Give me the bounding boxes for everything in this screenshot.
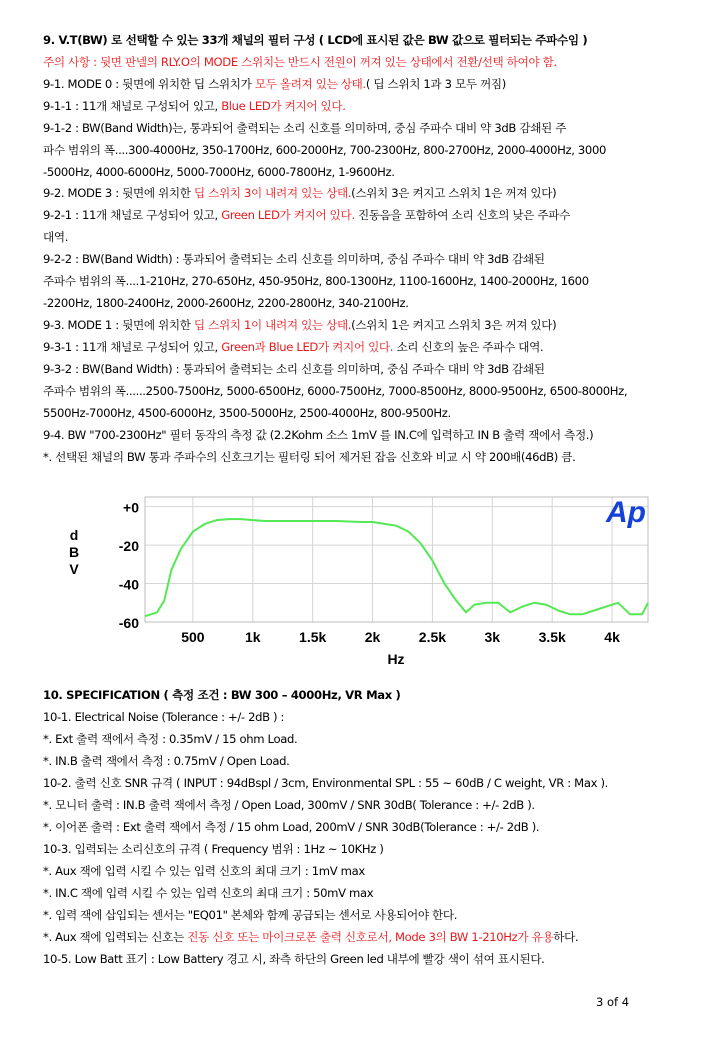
x-tick-label: 1.5k <box>299 629 327 645</box>
frequency-response-chart <box>68 488 658 668</box>
mode0-led: Blue LED가 켜지어 있다. <box>221 99 346 113</box>
snr-spec: 10-2. 출력 신호 SNR 규격 ( INPUT : 94dBspl / 3cm, Environmental SPL : 55 ~ 60dB / C weight, VR : Max ). <box>43 776 608 790</box>
mode1-bw-line-2: 주파수 범위의 폭......2500-7500Hz, 5000-6500Hz, 6000-7500Hz, 7000-8500Hz, 8000-9500Hz, 6500-8000Hz, <box>43 384 628 398</box>
y-tick-labels <box>119 500 139 631</box>
x-tick-label: 2.5k <box>418 629 447 645</box>
mode3-channels-note: 진동음을 포함하여 소리 신호의 낮은 주파수 <box>354 208 570 222</box>
mode0-channels-text: 9-1-1 : 11개 채널로 구성되어 있고, <box>43 99 222 113</box>
ap-logo: Ap <box>606 496 646 529</box>
snr-note: *. 선택된 채널의 BW 통과 주파수의 신호크기는 필터링 되어 제거된 잡음 신호와 비교 시 약 200배(46dB) 큼. <box>43 450 576 464</box>
mode3-detail: (스위치 3은 켜지고 스위치 1은 꺼져 있다) <box>351 186 557 200</box>
mode3-led: Green LED가 켜지어 있다. <box>221 208 355 222</box>
mode3-bw-line-1: 9-2-2 : BW(Band Width) : 통과되어 출력되는 소리 신호를 의미하며, 중심 주파수 대비 약 3dB 감쇄된 <box>43 252 545 266</box>
x-tick-label: 2k <box>364 629 381 645</box>
mode3-channels <box>43 207 570 223</box>
y-tick-label: -60 <box>118 615 139 631</box>
mode0-bw-line-2: 파수 범위의 폭....300-4000Hz, 350-1700Hz, 600-2000Hz, 700-2300Hz, 800-2700Hz, 2000-4000Hz, 3000 <box>43 143 606 157</box>
y-axis-letter: B <box>68 544 80 560</box>
aux-signal-note <box>43 929 578 945</box>
chart-series <box>145 519 648 616</box>
y-tick-label: -20 <box>118 538 139 555</box>
caution-note: 주의 사항 : 뒷면 판넬의 RLY.O의 MODE 스위치는 반드시 전원이 꺼져 있는 상태에서 전환/선택 하여야 함. <box>43 55 557 69</box>
y-axis-letter: d <box>69 527 79 543</box>
plot-frame <box>145 497 648 622</box>
section-9-title: 9. V.T(BW) 로 선택할 수 있는 33개 채널의 필터 구성 ( LCD에 표시된 값은 BW 값으로 필터되는 주파수임 ) <box>43 33 588 47</box>
snr-earphone: *. 이어폰 출력 : Ext 출력 잭에서 측정 / 15 ohm Load, 200mV / SNR 30dB(Tolerance : +/- 2dB ). <box>43 820 540 834</box>
mode0-line <box>43 76 506 92</box>
mode0-detail: ( 딥 스위치 1과 3 모두 꺼짐) <box>365 77 506 91</box>
mode1-bw-line-3: 5500Hz-7000Hz, 4500-6000Hz, 3500-5000Hz, 2500-4000Hz, 800-9500Hz. <box>43 406 451 420</box>
mode1-channels-note: 소리 신호의 높은 주파수 대역. <box>393 340 544 354</box>
snr-monitor: *. 모니터 출력 : IN.B 출력 잭에서 측정 / Open Load, 300mV / SNR 30dB( Tolerance : +/- 2dB ). <box>43 798 535 812</box>
low-batt: 10-5. Low Batt 표기 : Low Battery 경고 시, 좌측 하단의 Green led 내부에 빨강 색이 섞여 표시된다. <box>43 952 545 966</box>
y-tick-label: +0 <box>123 499 139 516</box>
mode0-highlight: 모두 올려져 있는 상태. <box>254 77 366 91</box>
mode0-text: 9-1. MODE 0 : 뒷면에 위치한 딥 스위치가 <box>43 77 255 91</box>
mode0-bw-line-1: 9-1-2 : BW(Band Width)는, 통과되어 출력되는 소리 신호를 의미하며, 중심 주파수 대비 약 3dB 감쇄된 주 <box>43 121 567 135</box>
aux-signal-text: *. Aux 잭에 입력되는 신호는 <box>43 930 188 944</box>
mode3-text: 9-2. MODE 3 : 뒷면에 위치한 <box>43 186 194 200</box>
y-axis-label <box>69 527 79 577</box>
mode1-led: Green과 Blue LED가 켜지어 있다. <box>221 340 394 354</box>
x-tick-labels <box>181 629 620 645</box>
mode3-highlight: 딥 스위치 3이 내려져 있는 상태. <box>193 186 352 200</box>
mode1-bw-line-1: 9-3-2 : BW(Band Width) : 통과되어 출력되는 소리 신호를 의미하며, 중심 주파수 대비 약 3dB 감쇄된 <box>43 362 545 376</box>
mode3-channels-cont: 대역. <box>43 230 69 244</box>
mode3-bw-line-2: 주파수 범위의 폭....1-210Hz, 270-650Hz, 450-950Hz, 800-1300Hz, 1100-1600Hz, 1400-2000Hz, 1600 <box>43 274 589 288</box>
mode0-channels <box>43 98 346 114</box>
noise-ext: *. Ext 출력 잭에서 측정 : 0.35mV / 15 ohm Load. <box>43 732 298 746</box>
noise-inb: *. IN.B 출력 잭에서 측정 : 0.75mV / Open Load. <box>43 754 290 768</box>
mode0-bw-line-3: -5000Hz, 4000-6000Hz, 5000-7000Hz, 6000-7800Hz, 1-9600Hz. <box>43 165 395 179</box>
input-spec: 10-3. 입력되는 소리신호의 규격 ( Frequency 범위 : 1Hz ~ 10KHz ) <box>43 842 384 856</box>
mode1-channels-text: 9-3-1 : 11개 채널로 구성되어 있고, <box>43 340 222 354</box>
y-axis-letter: V <box>69 561 79 577</box>
x-tick-label: 3.5k <box>538 629 566 645</box>
y-tick-label: -40 <box>118 576 139 593</box>
mode3-bw-line-3: -2200Hz, 1800-2400Hz, 2000-2600Hz, 2200-2800Hz, 340-2100Hz. <box>43 296 409 310</box>
mode1-text: 9-3. MODE 1 : 뒷면에 위치한 <box>43 318 194 332</box>
aux-max: *. Aux 잭에 입력 시킬 수 있는 입력 신호의 최대 크기 : 1mV max <box>43 864 365 878</box>
x-tick-label: 500 <box>181 629 205 645</box>
sensor-note: *. 입력 잭에 삽입되는 센서는 "EQ01" 본체와 함께 공급되는 센서로 사용되어야 한다. <box>43 908 458 922</box>
mode1-detail: (스위치 1은 켜지고 스위치 3은 꺼져 있다) <box>351 318 557 332</box>
x-axis-label: Hz <box>387 651 405 667</box>
x-tick-label: 3k <box>484 629 501 645</box>
electrical-noise: 10-1. Electrical Noise (Tolerance : +/- 2dB ) : <box>43 710 285 724</box>
page-number: 3 of 4 <box>596 995 630 1009</box>
section-10-title: 10. SPECIFICATION ( 측정 조건 : BW 300 – 4000Hz, VR Max ) <box>43 688 401 702</box>
x-tick-label: 4k <box>604 629 620 645</box>
mode1-highlight: 딥 스위치 1이 내려져 있는 상태. <box>193 318 352 332</box>
aux-signal-highlight: 진동 신호 또는 마이크로폰 출력 신호로서, Mode 3의 BW 1-210Hz가 유용 <box>187 930 554 944</box>
series-line <box>145 519 648 616</box>
mode3-channels-text: 9-2-1 : 11개 채널로 구성되어 있고, <box>43 208 222 222</box>
mode3-line <box>43 185 556 201</box>
mode1-channels <box>43 339 543 355</box>
measurement-line: 9-4. BW "700-2300Hz" 필터 동작의 측정 값 (2.2Kohm 소스 1mV 를 IN.C에 입력하고 IN B 출력 잭에서 측정.) <box>43 428 594 442</box>
chart-grid <box>145 497 648 622</box>
mode1-line <box>43 317 556 333</box>
x-tick-label: 1k <box>244 629 261 645</box>
inc-max: *. IN.C 잭에 입력 시킬 수 있는 입력 신호의 최대 크기 : 50mV max <box>43 886 374 900</box>
aux-signal-end: 하다. <box>553 930 579 944</box>
